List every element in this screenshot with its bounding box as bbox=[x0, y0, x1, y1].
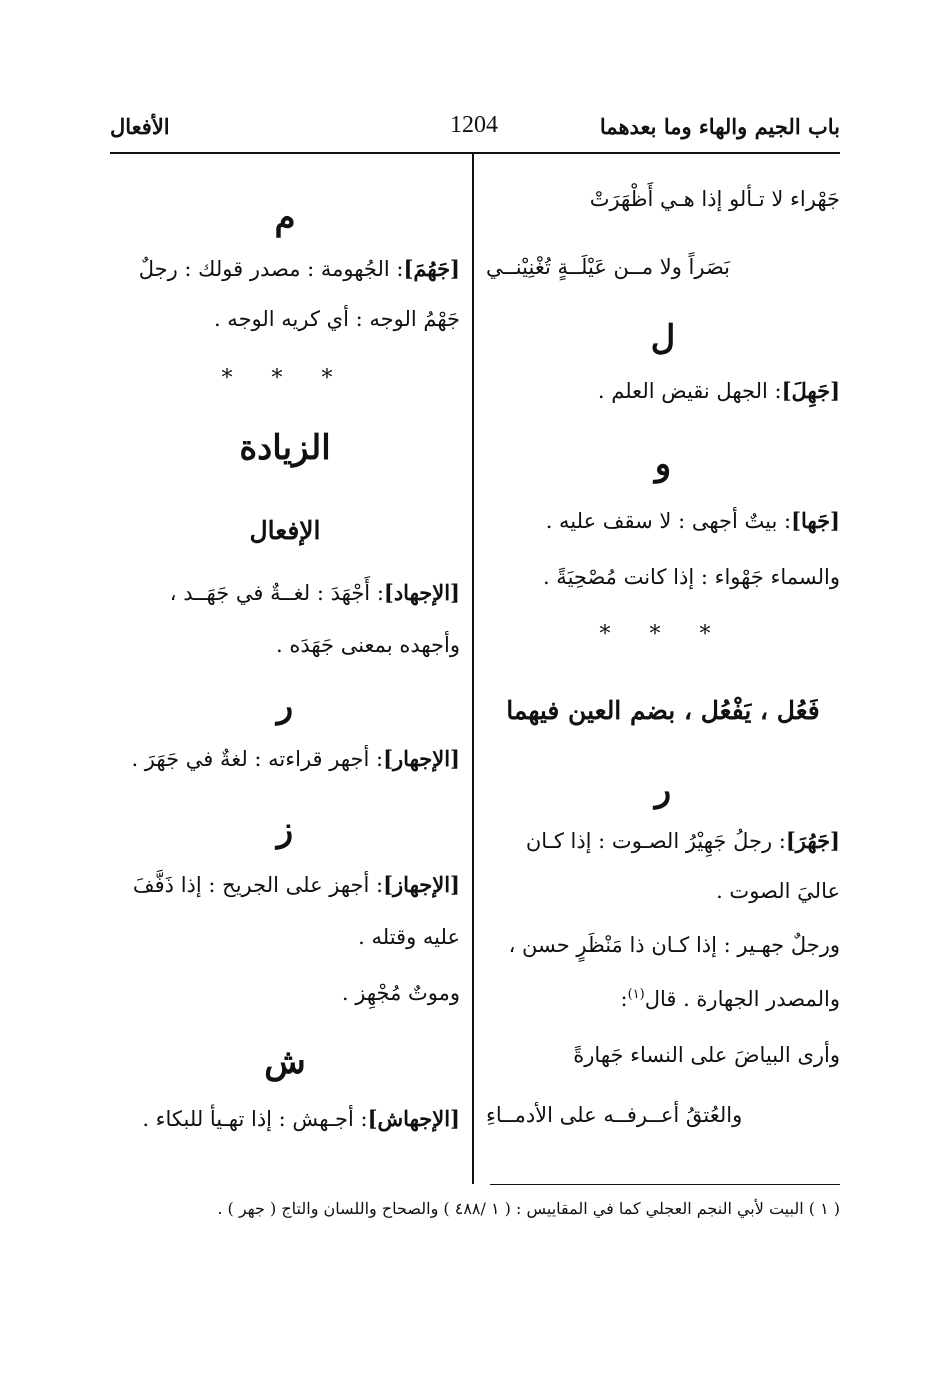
entry-jahir-cont bbox=[486, 980, 840, 1014]
entry-headword: [جَهِلَ] bbox=[781, 378, 840, 403]
entry-jahuma-cont: جَهْمُ الوجه : أي كريه الوجه . bbox=[213, 307, 460, 331]
section-title: الزيادة bbox=[239, 428, 331, 468]
verse-2-first-hemistich: وأرى البياضَ على النساء جَهارةً bbox=[573, 1043, 840, 1067]
verse-1-second-hemistich: بَصَراً ولا مــن عَيْلَــةٍ تُغْنِيْنــي bbox=[486, 255, 731, 279]
letter-ra: ر bbox=[654, 770, 672, 810]
header-rule bbox=[110, 152, 840, 154]
letter-mim: م bbox=[274, 198, 296, 238]
entry-headword: [الإجهاز] bbox=[383, 872, 460, 897]
page-header bbox=[110, 108, 840, 152]
entry-mawt: وموتٌ مُجْهِز . bbox=[341, 981, 460, 1005]
page-number: 1204 bbox=[450, 112, 498, 138]
entry-ijhash bbox=[110, 1104, 460, 1134]
verse-2-second-hemistich: والعُتقُ أعــرفــه على الأدمــاءِ bbox=[486, 1103, 743, 1127]
entry-definition: : أجهر قراءته : لغةٌ في جَهَرَ . bbox=[131, 747, 384, 771]
footnote: ( ١ ) البيت لأبي النجم العجلي كما في المقاييس : ( ١ /٤٨٨ ) والصحاح واللسان والتاج ( جهر ) . bbox=[217, 1199, 840, 1218]
entry-ijhad bbox=[110, 578, 460, 608]
letter-ra: ر bbox=[276, 686, 294, 726]
separator-stars: * * * bbox=[221, 366, 349, 391]
entry-headword: [جَهُمَ] bbox=[403, 256, 460, 281]
subsection-title: الإفعال bbox=[249, 516, 321, 545]
entry-jahuma bbox=[110, 254, 460, 284]
entry-ijhaz-cont: عليه وقتله . bbox=[358, 925, 460, 949]
footnote-rule bbox=[490, 1184, 840, 1185]
entry-jahura bbox=[486, 826, 840, 856]
entry-definition: : رجلُ جَهِيْرُ الصـوت : إذا كـان bbox=[525, 829, 786, 853]
entry-headword: [الإجهاد] bbox=[383, 580, 460, 605]
entry-definition: : بيتٌ أجهى : لا سقف عليه . bbox=[545, 509, 792, 533]
entry-ijhar bbox=[110, 744, 460, 774]
entry-sama: والسماء جَهْواء : إذا كانت مُصْحِيَةً . bbox=[542, 565, 840, 589]
chapter-title: باب الجيم والهاء وما بعدهما bbox=[599, 114, 840, 139]
entry-jahura-cont: عاليَ الصوت . bbox=[716, 879, 840, 903]
colon: : bbox=[620, 987, 628, 1011]
entry-definition: : أَجْهَدَ : لغــةٌ في جَهَــد ، bbox=[169, 581, 384, 605]
entry-jahila bbox=[486, 376, 840, 406]
separator-stars: * * * bbox=[599, 622, 727, 647]
footnote-reference[interactable]: (١) bbox=[627, 987, 645, 1002]
entry-headword: [جَهُرَ] bbox=[785, 828, 840, 853]
entry-headword: [الإجهار] bbox=[383, 746, 460, 771]
entry-text: والمصدر الجهارة . قال bbox=[644, 987, 840, 1011]
letter-lam: ل bbox=[650, 318, 676, 358]
letter-waw: و bbox=[654, 444, 672, 484]
letter-shin: ش bbox=[264, 1042, 306, 1082]
entry-ijhaz bbox=[110, 870, 460, 900]
entry-ijhad-cont: وأجهده بمعنى جَهَدَه . bbox=[275, 633, 460, 657]
letter-zay: ز bbox=[276, 810, 294, 850]
entry-headword: [جَها] bbox=[791, 508, 840, 533]
pattern-heading: فَعُل ، يَفْعُل ، بضم العين فيهما bbox=[506, 696, 820, 725]
section-running-title: الأفعال bbox=[110, 114, 170, 139]
entry-headword: [الإجهاش] bbox=[367, 1106, 460, 1131]
verse-1-first-hemistich: جَهْراء لا تـألو إذا هـي أَظْهَرَتْ bbox=[589, 187, 840, 211]
entry-jaha bbox=[486, 506, 840, 536]
entry-definition: : أجهز على الجريح : إذا ذَفَّفَ bbox=[132, 873, 384, 897]
column-divider bbox=[472, 154, 474, 1184]
entry-jahir: ورجلٌ جهـير : إذا كـان ذا مَنْظَرٍ حسن ، bbox=[508, 933, 840, 957]
entry-definition: : الجُهومة : مصدر قولك : رجلٌ bbox=[138, 257, 404, 281]
entry-definition: : الجهل نقيض العلم . bbox=[597, 379, 782, 403]
entry-definition: : أجـهش : إذا تهـيأ للبكاء . bbox=[142, 1107, 368, 1131]
